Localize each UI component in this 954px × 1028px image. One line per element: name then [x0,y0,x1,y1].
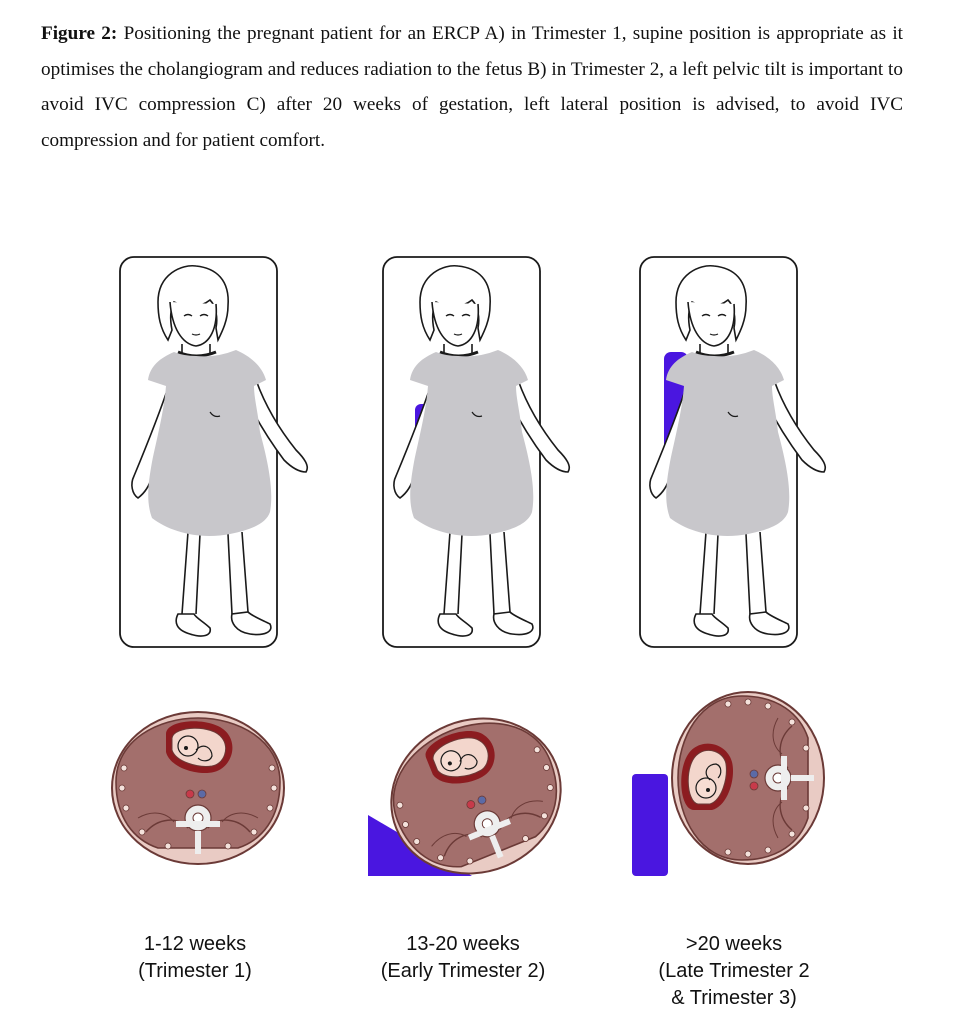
panel-b-weeks: 13-20 weeks [406,933,520,955]
caption-text: Positioning the pregnant patient for an ERCP A) in Trimester 1, supine position is appropriate as it optimises the cholangiogram and reduces radiation to the fetus B) in Trimester 2, a left pelvic tilt is important to avoid IVC compression C) after 20 weeks of gestation, left lateral position is advised, to avoid IVC compression and for patient comfort. [41,23,903,152]
panel-label-a [75,931,315,985]
cross-section-c [672,692,824,864]
panel-label-c [614,931,854,1012]
panel-c-trimester-cont: & Trimester 3) [671,987,797,1009]
panel-c-weeks: >20 weeks [685,933,783,955]
panel-a-trimester: (Trimester 1) [138,960,252,982]
caption-label: Figure 2: [41,23,118,44]
panel-b-trimester: (Early Trimester 2) [380,960,546,982]
panel-a-weeks: 1-12 weeks [143,933,247,955]
wedge-c [632,774,668,876]
panel-label-b [343,931,583,985]
panel-c-trimester: (Late Trimester 2 [658,960,810,982]
cross-section-a [112,712,284,864]
